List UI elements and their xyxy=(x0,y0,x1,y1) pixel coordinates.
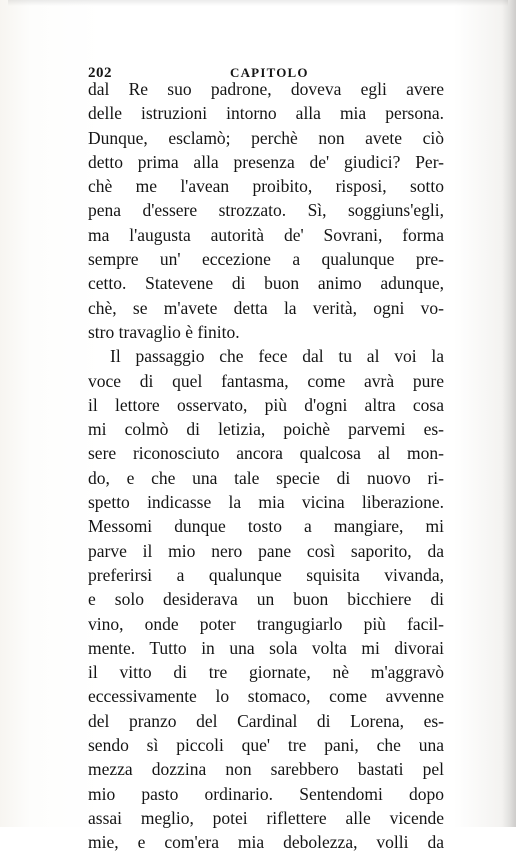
text-line: voce di quel fantasma, come avrà pure xyxy=(88,370,444,391)
text-line: sendo sì piccoli que' tre pani, che una xyxy=(88,735,444,756)
text-line: vino, onde poter trangugiarlo più facil- xyxy=(88,613,444,634)
text-line: del pranzo del Cardinal di Lorena, es- xyxy=(88,710,444,731)
text-line: mente. Tutto in una sola volta mi divorai xyxy=(88,637,444,658)
text-line: sere riconosciuto ancora qualcosa al mon- xyxy=(88,443,444,464)
text-line: preferirsi a qualunque squisita vivanda, xyxy=(88,564,444,585)
text-line: e solo desiderava un buon bicchiere di xyxy=(88,589,444,610)
page-top-shadow xyxy=(8,0,508,6)
text-line: dal Re suo padrone, doveva egli avere xyxy=(88,79,444,99)
page-edge-shadow xyxy=(502,0,516,827)
running-title: CAPITOLO xyxy=(230,65,309,80)
text-line: parve il mio nero pane così saporito, da xyxy=(88,540,444,561)
text-line: chè, se m'avete detta la verità, ogni vo- xyxy=(88,297,444,318)
text-line: stro travaglio è finito. xyxy=(88,321,240,342)
text-line: il vitto di tre giornate, nè m'aggravò xyxy=(88,662,444,683)
text-line: il lettore osservato, più d'ogni altra cosa xyxy=(88,394,444,415)
text-line: eccessivamente lo stomaco, come avvenne xyxy=(88,686,444,707)
text-line: detto prima alla presenza de' giudici? Per- xyxy=(88,151,444,172)
text-line: sempre un' eccezione a qualunque pre- xyxy=(88,249,444,270)
text-line: Il passaggio che fece dal tu al voi la xyxy=(110,346,444,367)
text-line: pena d'essere strozzato. Sì, soggiuns'egli, xyxy=(88,200,444,221)
text-line: mio pasto ordinario. Sentendomi dopo xyxy=(88,783,444,804)
text-line: Messomi dunque tosto a mangiare, mi xyxy=(88,516,444,537)
text-line: spetto indicasse la mia vicina liberazione. xyxy=(88,492,444,513)
page-number: 202 xyxy=(88,65,112,81)
text-line: mezza dozzina non sarebbero bastati pel xyxy=(88,759,444,780)
text-line: delle istruzioni intorno alla mia persona. xyxy=(88,103,444,124)
text-line: cetto. Statevene di buon animo adunque, xyxy=(88,273,444,294)
text-line: ma l'augusta autorità de' Sovrani, forma xyxy=(88,224,444,245)
text-line: do, e che una tale specie di nuovo ri- xyxy=(88,467,444,488)
text-line: assai meglio, potei riflettere alle vicende xyxy=(88,807,444,828)
body-text xyxy=(88,77,444,855)
text-line: mi colmò di letizia, poichè parvemi es- xyxy=(88,419,444,440)
text-line: chè me l'avean proibito, risposi, sotto xyxy=(88,176,444,197)
text-line: Dunque, esclamò; perchè non avete ciò xyxy=(88,127,444,148)
text-line: mie, e com'era mia debolezza, volli da xyxy=(88,832,444,853)
